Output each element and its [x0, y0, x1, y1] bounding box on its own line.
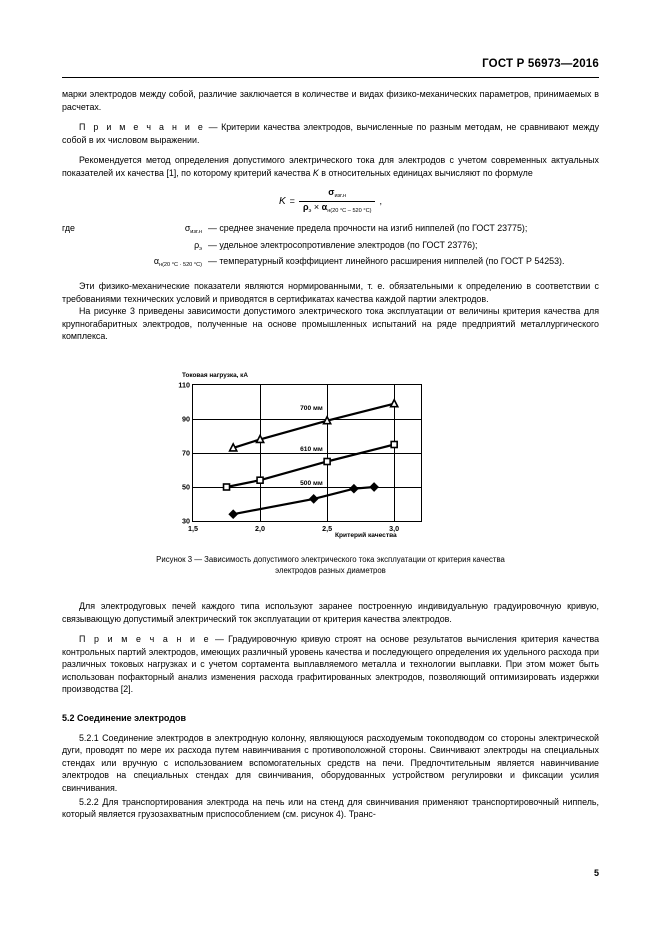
note-label-1: П р и м е ч а н и е	[79, 122, 205, 133]
formula-legend-row	[62, 239, 599, 256]
chart-marker-triangle	[324, 417, 331, 424]
figure-caption-line-1: Рисунок 3 — Зависимость допустимого электрического тока эксплуатации от критерия качества	[156, 555, 505, 564]
paragraph-method-part-a: Рекомендуется метод определения допустимого электрического тока для электродов с учетом современных актуальных показателей их качества [1], по которому критерий качества	[62, 155, 599, 178]
chart-x-tick-label: 1,5	[188, 524, 198, 533]
legend-symbol-sigma	[92, 222, 208, 239]
document-body-lower	[62, 600, 599, 821]
chart-marker-square	[324, 459, 330, 465]
denominator-rho-subscript: э	[308, 207, 312, 214]
formula-trailing-comma: ,	[379, 196, 382, 207]
chart-plot-area	[178, 380, 422, 533]
chart-marker-diamond	[229, 510, 237, 518]
legend-symbol-rho-sub: э	[199, 245, 202, 252]
legend-symbol-sigma-sub: изг.н	[190, 229, 202, 236]
formula-legend-row	[62, 255, 599, 272]
formula-numerator	[318, 188, 356, 201]
paragraph-continuation: марки электродов между собой, различие заключается в количестве и видах физико-механических параметров, принимаемых в расчетах.	[62, 89, 599, 112]
note-text-2: Градуировочную кривую строят на основе результатов вычисления критерия качества контрольных партий электродов, имеющих различный уровень качества и последующего определения их удельного расхода при различных токовых нагрузках и с учетом сортамента выплавляемого металла и технологии выплавки. При этом может быть использован пофакторный анализ изменения расхода графитированных электродов, позволяющий оптимизировать издержки производства [2].	[62, 634, 600, 695]
formula-lhs: K	[279, 195, 286, 207]
chart-marker-triangle	[230, 444, 237, 451]
chart-marker-square	[224, 484, 230, 490]
note-paragraph-2	[62, 633, 599, 696]
chart-x-tick-label: 3,0	[389, 524, 400, 533]
figure-caption-line-2: электродов разных диаметров	[275, 566, 386, 575]
note-dash-2: —	[210, 634, 229, 645]
chart-y-tick-label: 110	[178, 380, 190, 390]
chart-marker-square	[257, 477, 263, 483]
header-divider	[62, 77, 599, 78]
chart-series-label: 700 мм	[300, 404, 323, 412]
legend-dash-2: —	[208, 256, 217, 267]
paragraph-calibration-curve: Для электродуговых печей каждого типа используют заранее построенную индивидуальную градуировочную кривую, связывающую допустимый электрический ток эксплуатации от критерия качества электродов.	[62, 601, 599, 624]
chart-y-tick-label: 30	[182, 516, 190, 526]
legend-symbol-rho-glyph: ρ	[194, 239, 200, 250]
chart-series-label: 500 мм	[300, 479, 323, 487]
legend-symbol-rho	[92, 239, 208, 256]
legend-dash-0: —	[208, 223, 217, 234]
paragraph-5-2-1: 5.2.1 Соединение электродов в электродную колонну, являющуюся расходуемым токоподводом со стороны электрической дуги, проводят по мере их расхода путем навинчивания с противоположной стороны. Свинчивают электроды на специальных стендах или вручную с использованием вспомогательных средств на печи. Предпочтительным является навинчивание электродов на специальных стендах для свинчивания, оборудованных устройством регулировки и фиксации усилия свинчивания.	[62, 732, 599, 794]
legend-definition-sigma	[208, 222, 599, 235]
legend-definition-alpha	[208, 255, 599, 268]
chart-marker-diamond	[350, 485, 358, 493]
numerator-subscript: изг.н	[334, 193, 347, 200]
chart-marker-square	[391, 442, 397, 448]
paragraph-method-part-b: в относительных единицах вычисляют по формуле	[318, 167, 533, 178]
chart-y-tick-label: 50	[182, 482, 190, 492]
denominator-alpha: α	[321, 201, 328, 212]
formula-expression	[279, 188, 382, 214]
formula-block	[62, 188, 599, 214]
page-number: 5	[593, 868, 599, 878]
note-paragraph-1	[62, 121, 599, 146]
chart-marker-triangle	[257, 435, 264, 442]
chart-marker-diamond	[310, 495, 318, 503]
legend-dash-1: —	[208, 239, 217, 250]
chart-x-tick-label: 2,0	[255, 524, 266, 533]
note-text-1: Критерии качества электродов, вычисленные по разным методам, не сравнивают между собой в их числовом выражении.	[62, 122, 600, 145]
chart-y-axis-label: Токовая нагрузка, кА	[182, 372, 248, 379]
formula-fraction	[299, 188, 376, 214]
denominator-alpha-subscript: н(20 °C – 520 °C)	[327, 207, 372, 214]
paragraph-figure-reference: На рисунке 3 приведены зависимости допустимого электрического тока эксплуатации от величины критерия качества для крупногабаритных электродов, полученные на основе промышленных испытаний на ряде предприятий металлургического комплекса.	[62, 306, 599, 342]
page-header-standard: ГОСТ Р 56973—2016	[482, 58, 599, 70]
section-heading-5-2: 5.2 Соединение электродов	[62, 712, 187, 723]
chart-marker-diamond	[370, 483, 378, 491]
legend-symbol-alpha	[92, 255, 208, 272]
legend-text-1: удельное электросопротивление электродов (по ГОСТ 23776);	[219, 239, 478, 250]
chart-x-tick-label: 2,5	[322, 524, 333, 533]
paragraph-method	[62, 154, 599, 179]
document-body-upper	[62, 88, 599, 343]
chart-series-label: 610 мм	[300, 445, 323, 453]
chart-y-tick-label: 70	[182, 448, 190, 458]
chart-y-tick-label: 90	[182, 414, 190, 424]
note-label-2: П р и м е ч а н и е	[79, 634, 211, 645]
denominator-rho: ρ	[302, 201, 309, 212]
formula-legend-row	[62, 222, 599, 239]
formula-legend-list	[62, 222, 599, 272]
legend-text-0: среднее значение предела прочности на изгиб ниппелей (по ГОСТ 23775);	[219, 223, 528, 234]
figure-3	[62, 372, 599, 576]
formula-denominator	[299, 202, 376, 215]
figure-caption	[62, 554, 599, 576]
formula-equals: =	[289, 196, 295, 207]
chart-container	[150, 372, 480, 542]
note-dash-1: —	[204, 122, 222, 133]
legend-symbol-alpha-glyph: α	[153, 256, 159, 267]
paragraph-normalized-indicators: Эти физико-механические показатели являются нормированными, т. е. обязательными к определению в соответствии с требованиями технических условий и приводятся в сертификатах качества каждой партии электродов.	[62, 280, 599, 304]
paragraph-5-2-2: 5.2.2 Для транспортирования электрода на печь или на стенд для свинчивания применяют транспортировочный ниппель, который является грузозахватным приспособлением (см. рисунок 4). Транс-	[62, 796, 599, 820]
legend-definition-rho	[208, 239, 599, 252]
quality-criterion-symbol: K	[312, 167, 319, 178]
numerator-sigma: σ	[328, 187, 335, 198]
where-label: где	[62, 223, 75, 234]
legend-text-2: температурный коэффициент линейного расширения ниппелей (по ГОСТ Р 54253).	[219, 256, 565, 267]
legend-symbol-alpha-sub: н(20 °С · 520 °С)	[158, 262, 202, 269]
chart-x-axis-label: Критерий качества	[335, 532, 397, 539]
denominator-times: ×	[313, 201, 320, 212]
chart-marker-triangle	[391, 400, 398, 407]
legend-symbol-sigma-glyph: σ	[184, 223, 191, 234]
